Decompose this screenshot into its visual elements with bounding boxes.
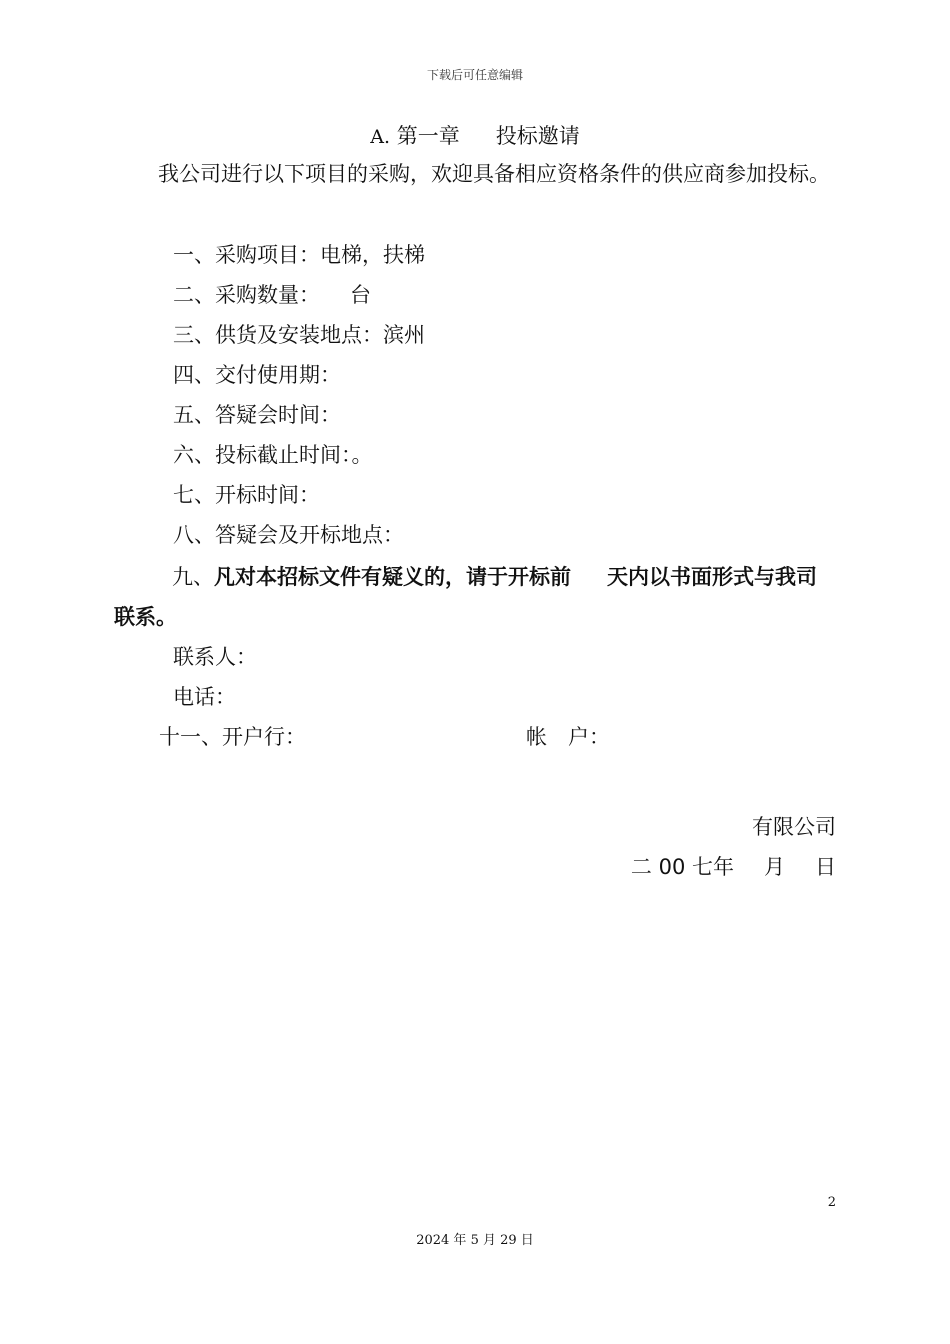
item-4: 四、交付使用期： [173, 363, 341, 387]
title-chapter: 第一章 [396, 124, 460, 148]
contact-phone: 电话： [173, 685, 236, 709]
intro-paragraph: 我公司进行以下项目的采购，欢迎具备相应资格条件的供应商参加投标。 [158, 162, 830, 186]
item-3: 三、供货及安装地点：滨州 [173, 323, 425, 347]
title-name: 投标邀请 [495, 124, 580, 148]
bank-label: 十一、开户行： [159, 725, 306, 749]
item-5: 五、答疑会时间： [173, 403, 341, 427]
chapter-title [0, 120, 950, 150]
item-2 [173, 275, 371, 315]
contact-person: 联系人： [173, 645, 257, 669]
page-header: 下载后可任意编辑 [426, 68, 523, 82]
page-number: 2 [827, 1195, 836, 1210]
date-year: 二 00 七年 [630, 855, 734, 879]
quantity-unit: 台 [350, 283, 371, 307]
date-month: 月 [764, 855, 785, 879]
account-label: 帐 户： [526, 725, 610, 749]
bank-line [159, 717, 610, 757]
item-8: 八、答疑会及开标地点： [173, 523, 404, 547]
item-9 [114, 557, 836, 637]
page-footer-date: 2024 年 5 月 29 日 [416, 1233, 534, 1248]
signature-date [631, 847, 836, 887]
item-7: 七、开标时间： [173, 483, 320, 507]
item-9-part1: 凡对本招标文件有疑义的，请于开标前 [214, 565, 571, 589]
item-9-lead: 九、 [172, 565, 214, 589]
item-1: 一、采购项目：电梯，扶梯 [173, 243, 425, 267]
title-prefix: A. [370, 126, 391, 148]
item-6: 六、投标截止时间：。 [173, 443, 373, 467]
item-2-label: 二、采购数量： [173, 283, 320, 307]
item-9-part2: 天内以书面形式与我司联系。 [114, 565, 817, 629]
date-day: 日 [815, 855, 836, 879]
company-signature: 有限公司 [752, 815, 836, 839]
